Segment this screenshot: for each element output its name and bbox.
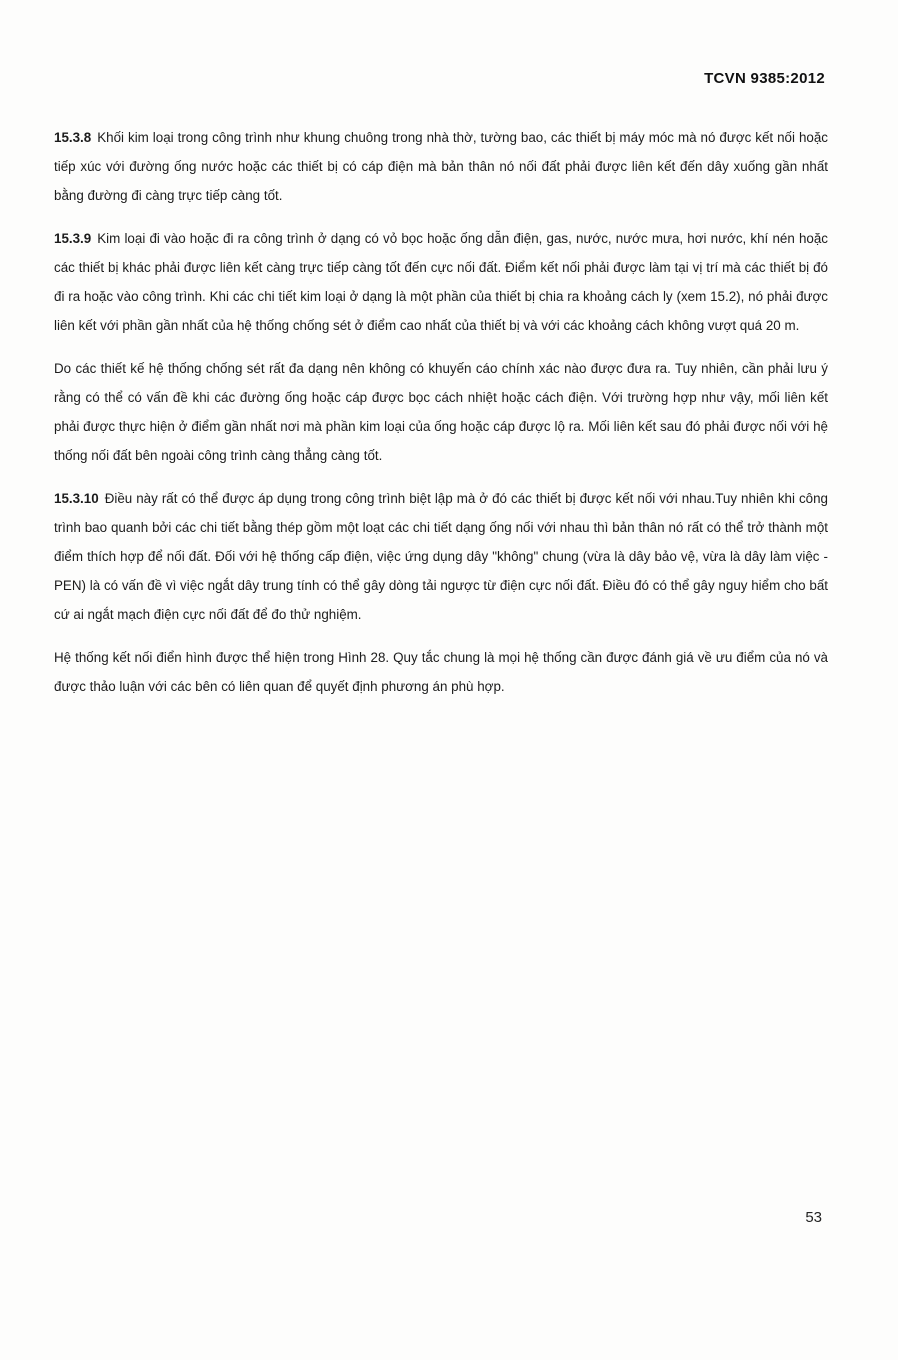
paragraph-text: Kim loại đi vào hoặc đi ra công trình ở dạng có vỏ bọc hoặc ống dẫn điện, gas, nước, nước mưa, hơi nước, khí nén hoặc các thiết bị khác phải được liên kết càng trực tiếp càng tốt đến cực nối đất. Điểm kết nối phải được làm tại vị trí mà các thiết bị đó đi ra hoặc vào công trình. Khi các chi tiết kim loại ở dạng là một phần của thiết bị chia ra khoảng cách ly (xem 15.2), nó phải được liên kết với phần gần nhất của hệ thống chống sét ở điểm cao nhất của thiết bị và với các khoảng cách không vượt quá 20 m. bbox=[54, 231, 828, 333]
paragraph-text: Điều này rất có thể được áp dụng trong công trình biệt lập mà ở đó các thiết bị được kết nối với nhau.Tuy nhiên khi công trình bao quanh bởi các chi tiết bằng thép gồm một loạt các chi tiết dạng ống nối với nhau thì bản thân nó rất có thể trở thành một điểm thích hợp để nối đất. Đối với hệ thống cấp điện, việc ứng dụng dây "không" chung (vừa là dây bảo vệ, vừa là dây làm việc - PEN) là có vấn đề vì việc ngắt dây trung tính có thể gây dòng tải ngược từ điện cực nối đất. Điều đó có thể gây nguy hiểm cho bất cứ ai ngắt mạch điện cực nối đất để đo thử nghiệm. bbox=[54, 491, 828, 622]
clause-number: 15.3.8 bbox=[54, 130, 92, 145]
paragraph-15-3-8 bbox=[54, 123, 828, 210]
paragraph-15-3-10 bbox=[54, 484, 828, 629]
paragraph-text: Khối kim loại trong công trình như khung chuông trong nhà thờ, tường bao, các thiết bị máy móc mà nó được kết nối hoặc tiếp xúc với đường ống nước hoặc các thiết bị có cáp điện mà bản thân nó nối đất phải được liên kết đến dây xuống gần nhất bằng đường đi càng trực tiếp càng tốt. bbox=[54, 130, 828, 203]
paragraph-typical-system bbox=[54, 643, 828, 701]
paragraph-15-3-9 bbox=[54, 224, 828, 340]
paragraph-bonding-note bbox=[54, 354, 828, 470]
paragraph-text: Hệ thống kết nối điển hình được thể hiện trong Hình 28. Quy tắc chung là mọi hệ thống cần được đánh giá về ưu điểm của nó và được thảo luận với các bên có liên quan để quyết định phương án phù hợp. bbox=[54, 650, 828, 694]
clause-number: 15.3.9 bbox=[54, 231, 92, 246]
clause-number: 15.3.10 bbox=[54, 491, 99, 506]
page-number: 53 bbox=[805, 1209, 822, 1226]
body-content bbox=[54, 123, 828, 715]
paragraph-text: Do các thiết kế hệ thống chống sét rất đa dạng nên không có khuyến cáo chính xác nào được đưa ra. Tuy nhiên, cần phải lưu ý rằng có thể có vấn đề khi các đường ống hoặc cáp được bọc cách nhiệt hoặc cách điện. Với trường hợp như vậy, mối liên kết phải được thực hiện ở điểm gần nhất nơi mà phần kim loại của ống hoặc cáp được lộ ra. Mối liên kết sau đó phải được nối với hệ thống nối đất bên ngoài công trình càng thẳng càng tốt. bbox=[54, 361, 828, 463]
standard-code-header: TCVN 9385:2012 bbox=[704, 70, 825, 87]
